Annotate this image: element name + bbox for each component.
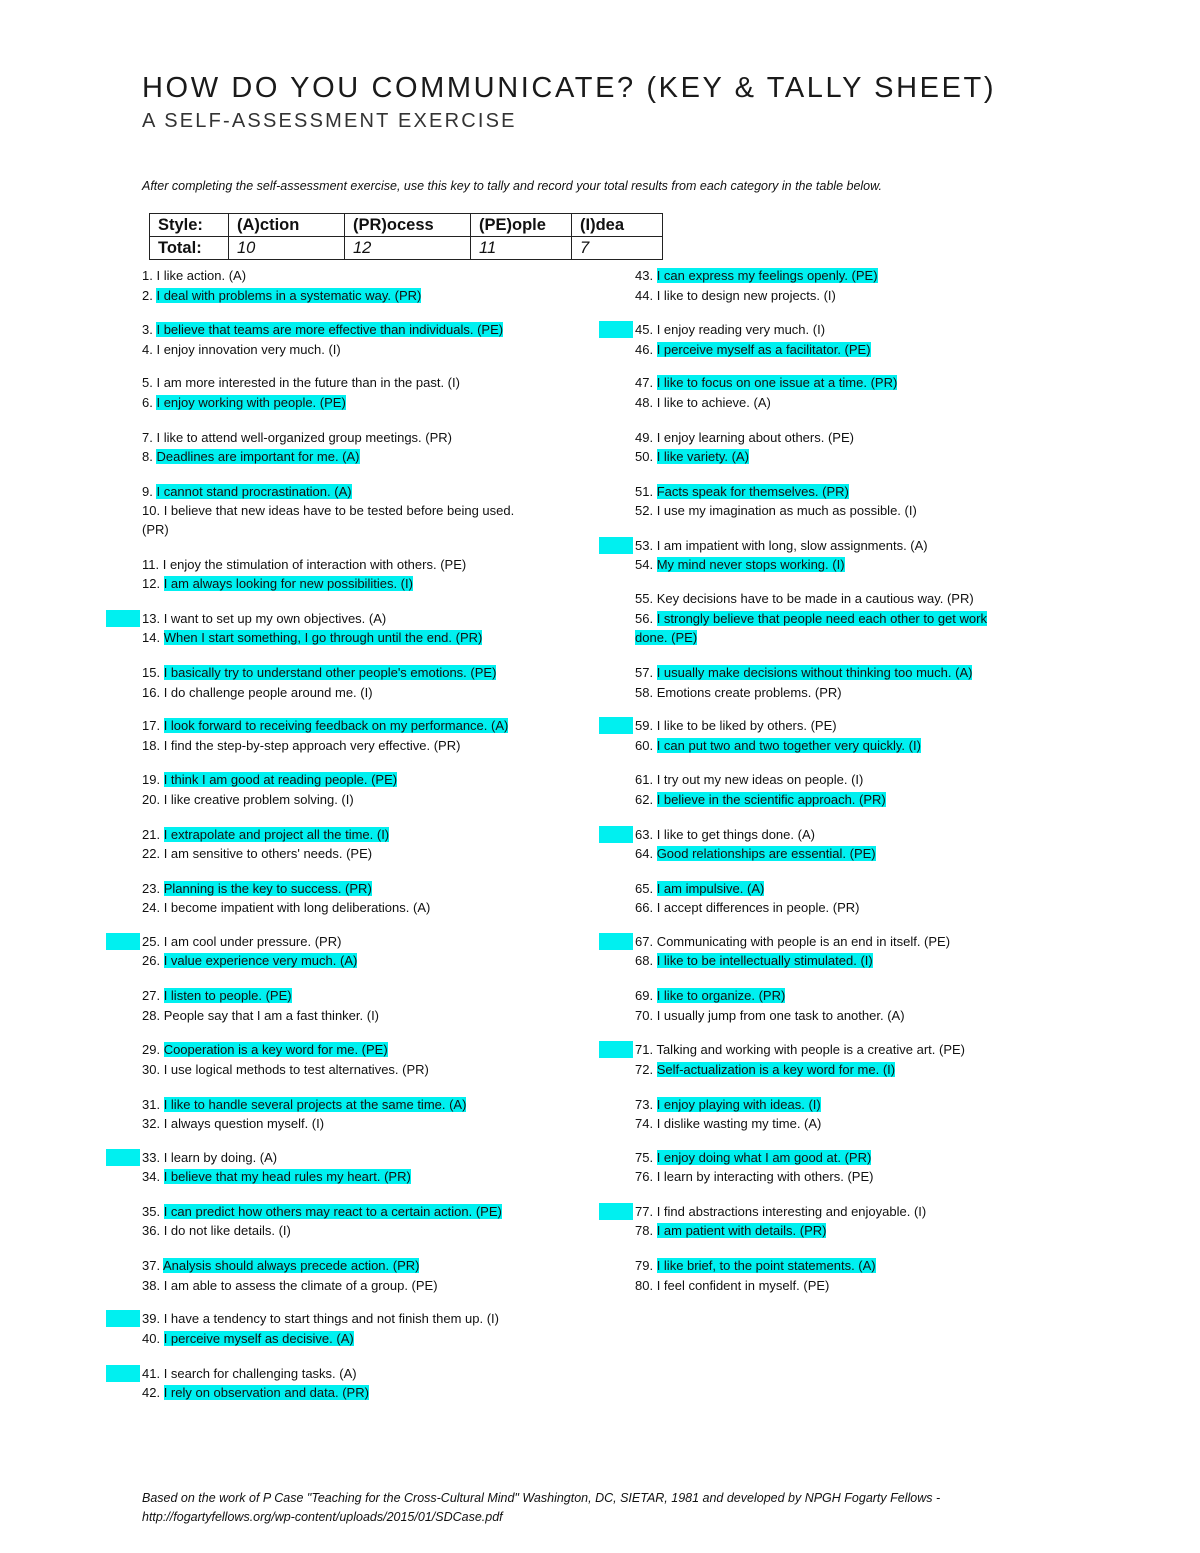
tally-table	[149, 213, 663, 260]
highlighted-text: I can put two and two together very quickly. (I)	[656, 738, 921, 753]
item-number: 56.	[635, 611, 657, 626]
list-item	[142, 1096, 466, 1113]
list-item	[142, 771, 397, 788]
item-number: 25.	[142, 934, 164, 949]
item-text: I want to set up my own objectives. (A)	[163, 611, 387, 626]
item-text: I try out my new ideas on people. (I)	[656, 772, 864, 787]
list-item	[635, 287, 836, 304]
item-number: 26.	[142, 953, 164, 968]
highlighted-text: I strongly believe that people need each other to get work	[656, 611, 987, 626]
highlight-mark	[599, 321, 633, 338]
list-item	[635, 341, 871, 358]
list-item	[635, 556, 845, 573]
highlighted-text: I believe that my head rules my heart. (PR)	[163, 1169, 411, 1184]
item-number: 30.	[142, 1062, 164, 1077]
item-number: 71.	[635, 1042, 657, 1057]
item-number: 19.	[142, 772, 164, 787]
list-item	[142, 374, 460, 391]
list-item	[142, 287, 421, 304]
highlight-mark	[106, 1149, 140, 1166]
list-item	[635, 448, 749, 465]
item-number: 22.	[142, 846, 164, 861]
item-text: I use logical methods to test alternatives. (PR)	[163, 1062, 429, 1077]
list-item	[635, 880, 764, 897]
item-text: I use my imagination as much as possible. (I)	[656, 503, 917, 518]
item-number: 58.	[635, 685, 657, 700]
highlight-mark	[599, 1041, 633, 1058]
item-number: 21.	[142, 827, 164, 842]
total-idea: 7	[572, 237, 663, 260]
item-number: 49.	[635, 430, 657, 445]
item-text: I always question myself. (I)	[163, 1116, 325, 1131]
item-number: 4.	[142, 342, 157, 357]
highlighted-text: I like variety. (A)	[656, 449, 749, 464]
item-text: I learn by doing. (A)	[163, 1150, 278, 1165]
item-number: 70.	[635, 1008, 657, 1023]
list-item	[635, 429, 854, 446]
list-item	[635, 826, 815, 843]
item-number: 68.	[635, 953, 657, 968]
highlight-mark	[599, 717, 633, 734]
item-number: 33.	[142, 1150, 164, 1165]
highlighted-text: Analysis should always precede action. (PR)	[162, 1258, 420, 1273]
item-number: 40.	[142, 1331, 164, 1346]
instructions-text: After completing the self-assessment exercise, use this key to tally and record your total results from each category in the table below.	[142, 179, 882, 193]
item-text: I am sensitive to others' needs. (PE)	[163, 846, 373, 861]
highlight-mark	[599, 537, 633, 554]
item-number: 75.	[635, 1150, 657, 1165]
item-number: 54.	[635, 557, 657, 572]
highlighted-text: I like brief, to the point statements. (A)	[656, 1258, 876, 1273]
list-item	[142, 394, 346, 411]
item-number: 67.	[635, 934, 657, 949]
item-number: 47.	[635, 375, 657, 390]
item-text: I enjoy the stimulation of interaction with others. (PE)	[162, 557, 467, 572]
list-item	[142, 899, 430, 916]
item-text: I do not like details. (I)	[163, 1223, 291, 1238]
item-text: Key decisions have to be made in a cautious way. (PR)	[656, 591, 974, 606]
item-number: 1.	[142, 268, 157, 283]
item-number: 31.	[142, 1097, 164, 1112]
list-item	[142, 1365, 357, 1382]
total-people: 11	[471, 237, 572, 260]
item-text: I do challenge people around me. (I)	[163, 685, 373, 700]
list-item	[142, 1203, 502, 1220]
item-number: 38.	[142, 1278, 164, 1293]
item-text: I feel confident in myself. (PE)	[656, 1278, 830, 1293]
item-number: 32.	[142, 1116, 164, 1131]
list-item	[635, 321, 825, 338]
list-item	[635, 537, 928, 554]
item-number: 48.	[635, 395, 657, 410]
item-number: 53.	[635, 538, 657, 553]
item-text: Talking and working with people is a creative art. (PE)	[656, 1042, 965, 1057]
list-item	[635, 791, 886, 808]
item-number: 62.	[635, 792, 657, 807]
list-item	[142, 717, 508, 734]
item-number: 59.	[635, 718, 657, 733]
highlighted-text: I value experience very much. (A)	[163, 953, 358, 968]
item-text: I search for challenging tasks. (A)	[163, 1366, 357, 1381]
list-item	[635, 1115, 821, 1132]
highlighted-text: Planning is the key to success. (PR)	[163, 881, 372, 896]
item-number: 20.	[142, 792, 164, 807]
item-text: I like to attend well-organized group meetings. (PR)	[156, 430, 453, 445]
item-number: 44.	[635, 288, 657, 303]
item-number: 6.	[142, 395, 157, 410]
item-number: 10.	[142, 503, 164, 518]
list-item	[142, 1277, 438, 1294]
highlight-mark	[599, 933, 633, 950]
list-item	[142, 429, 452, 446]
item-number: 14.	[142, 630, 164, 645]
highlighted-text: I usually make decisions without thinking too much. (A)	[656, 665, 973, 680]
list-item	[142, 1168, 411, 1185]
item-number: 41.	[142, 1366, 164, 1381]
highlighted-text: I am always looking for new possibilities. (I)	[163, 576, 413, 591]
list-item	[142, 952, 357, 969]
item-number: 39.	[142, 1311, 164, 1326]
item-text: I dislike wasting my time. (A)	[656, 1116, 822, 1131]
header-people: (PE)ople	[471, 214, 572, 237]
item-number: 15.	[142, 665, 164, 680]
highlighted-text: I believe in the scientific approach. (PR)	[656, 792, 886, 807]
item-text: Communicating with people is an end in itself. (PE)	[656, 934, 951, 949]
list-item	[142, 1149, 277, 1166]
highlighted-text: I can express my feelings openly. (PE)	[656, 268, 878, 283]
list-item	[142, 521, 169, 538]
highlighted-text: I perceive myself as a facilitator. (PE)	[656, 342, 871, 357]
item-number: 17.	[142, 718, 164, 733]
item-text: I am more interested in the future than in the past. (I)	[156, 375, 460, 390]
item-number: 77.	[635, 1204, 657, 1219]
highlight-mark	[106, 1365, 140, 1382]
list-item	[142, 826, 389, 843]
item-number: 55.	[635, 591, 657, 606]
item-text: I enjoy learning about others. (PE)	[656, 430, 854, 445]
item-number: 69.	[635, 988, 657, 1003]
item-text: I am cool under pressure. (PR)	[163, 934, 342, 949]
tally-header-row	[150, 214, 663, 237]
highlight-mark	[106, 610, 140, 627]
highlight-mark	[106, 933, 140, 950]
page-title: HOW DO YOU COMMUNICATE? (KEY & TALLY SHEET)	[142, 72, 997, 104]
list-item	[635, 374, 897, 391]
list-item	[142, 483, 352, 500]
item-number: 8.	[142, 449, 157, 464]
list-item	[635, 664, 972, 681]
highlighted-text: I enjoy playing with ideas. (I)	[656, 1097, 821, 1112]
item-number: 72.	[635, 1062, 657, 1077]
list-item	[635, 933, 950, 950]
style-label: Style:	[150, 214, 229, 237]
list-item	[635, 1007, 905, 1024]
item-number: 28.	[142, 1008, 164, 1023]
footer-line-1: Based on the work of P Case "Teaching for the Cross-Cultural Mind" Washington, DC, SIETAR, 1981 and developed by NPGH Fogarty Fellows -	[142, 1491, 941, 1505]
list-item	[635, 502, 917, 519]
list-item	[142, 664, 496, 681]
list-item	[142, 880, 372, 897]
list-item	[635, 394, 771, 411]
list-item	[142, 629, 482, 646]
list-item	[142, 1310, 499, 1327]
item-number: 51.	[635, 484, 657, 499]
list-item	[142, 1330, 354, 1347]
highlighted-text: Good relationships are essential. (PE)	[656, 846, 876, 861]
item-text: I usually jump from one task to another. (A)	[656, 1008, 905, 1023]
highlighted-text: I enjoy working with people. (PE)	[156, 395, 346, 410]
item-number: 57.	[635, 665, 657, 680]
list-item	[635, 1257, 876, 1274]
total-action: 10	[229, 237, 345, 260]
list-item	[142, 1222, 291, 1239]
footer-citation	[142, 1489, 940, 1527]
highlighted-text: I believe that teams are more effective than individuals. (PE)	[156, 322, 504, 337]
item-number: 79.	[635, 1258, 657, 1273]
list-item	[142, 610, 386, 627]
list-item	[635, 590, 974, 607]
list-item	[142, 1007, 379, 1024]
list-item	[635, 1096, 821, 1113]
list-item	[142, 791, 354, 808]
highlighted-text: I extrapolate and project all the time. (I)	[163, 827, 390, 842]
item-number: 45.	[635, 322, 657, 337]
list-item	[142, 1115, 324, 1132]
total-process: 12	[345, 237, 471, 260]
item-number: 63.	[635, 827, 657, 842]
item-number: 42.	[142, 1385, 164, 1400]
highlighted-text: I like to handle several projects at the same time. (A)	[163, 1097, 467, 1112]
header-action: (A)ction	[229, 214, 345, 237]
list-item	[635, 737, 921, 754]
item-number: 74.	[635, 1116, 657, 1131]
list-item	[142, 1257, 419, 1274]
highlighted-text: I deal with problems in a systematic way. (PR)	[156, 288, 422, 303]
highlighted-text: I like to focus on one issue at a time. (PR)	[656, 375, 898, 390]
list-item	[635, 1203, 926, 1220]
item-number: 60.	[635, 738, 657, 753]
highlighted-text: I listen to people. (PE)	[163, 988, 292, 1003]
highlight-mark	[599, 1203, 633, 1220]
list-item	[635, 1277, 829, 1294]
list-item	[635, 717, 837, 734]
list-item	[635, 845, 876, 862]
item-text: I become impatient with long deliberations. (A)	[163, 900, 431, 915]
list-item	[142, 933, 341, 950]
list-item	[142, 341, 341, 358]
item-number: 35.	[142, 1204, 164, 1219]
item-number: 23.	[142, 881, 164, 896]
item-number: 9.	[142, 484, 157, 499]
item-number: 64.	[635, 846, 657, 861]
list-item	[635, 1041, 965, 1058]
list-item	[142, 502, 514, 519]
item-number: 16.	[142, 685, 164, 700]
list-item	[635, 629, 697, 646]
item-text: I like to get things done. (A)	[656, 827, 815, 842]
list-item	[635, 684, 842, 701]
list-item	[142, 556, 466, 573]
item-text: I have a tendency to start things and not finish them up. (I)	[163, 1311, 499, 1326]
highlighted-text: I can predict how others may react to a certain action. (PE)	[163, 1204, 502, 1219]
list-item	[142, 737, 460, 754]
list-item	[635, 1149, 871, 1166]
item-number: 11.	[142, 557, 163, 572]
total-label: Total:	[150, 237, 229, 260]
item-number: 80.	[635, 1278, 657, 1293]
item-text: I like to be liked by others. (PE)	[656, 718, 837, 733]
list-item	[142, 267, 246, 284]
item-text: I enjoy reading very much. (I)	[656, 322, 826, 337]
item-number: 12.	[142, 576, 164, 591]
highlighted-text: I am impulsive. (A)	[656, 881, 765, 896]
item-text: I find the step-by-step approach very effective. (PR)	[163, 738, 461, 753]
item-number: 43.	[635, 268, 657, 283]
highlighted-text: I rely on observation and data. (PR)	[163, 1385, 369, 1400]
list-item	[635, 1061, 895, 1078]
item-number: 78.	[635, 1223, 657, 1238]
footer-url: http://fogartyfellows.org/wp-content/uploads/2015/01/SDCase.pdf	[142, 1510, 503, 1524]
item-number: 5.	[142, 375, 157, 390]
item-number: 46.	[635, 342, 657, 357]
highlighted-text: Facts speak for themselves. (PR)	[656, 484, 849, 499]
item-number: 36.	[142, 1223, 164, 1238]
highlighted-text: I think I am good at reading people. (PE)	[163, 772, 398, 787]
highlighted-text: I basically try to understand other people's emotions. (PE)	[163, 665, 497, 680]
item-text: Emotions create problems. (PR)	[656, 685, 842, 700]
item-number: 27.	[142, 988, 164, 1003]
page-subtitle: A SELF-ASSESSMENT EXERCISE	[142, 110, 517, 132]
list-item	[635, 771, 863, 788]
list-item	[635, 267, 878, 284]
item-number: 3.	[142, 322, 157, 337]
list-item	[142, 575, 413, 592]
item-text: I find abstractions interesting and enjoyable. (I)	[656, 1204, 927, 1219]
list-item	[635, 1222, 826, 1239]
list-item	[142, 684, 373, 701]
header-process: (PR)ocess	[345, 214, 471, 237]
item-number: 65.	[635, 881, 657, 896]
list-item	[142, 987, 292, 1004]
item-number: 7.	[142, 430, 157, 445]
list-item	[142, 1041, 388, 1058]
highlighted-text: I cannot stand procrastination. (A)	[156, 484, 352, 499]
item-text: I accept differences in people. (PR)	[656, 900, 860, 915]
tally-total-row	[150, 237, 663, 260]
item-number: 37.	[142, 1258, 163, 1273]
highlighted-text: I like to be intellectually stimulated. (I)	[656, 953, 873, 968]
item-text: I like to achieve. (A)	[656, 395, 771, 410]
item-text: People say that I am a fast thinker. (I)	[163, 1008, 380, 1023]
item-number: 52.	[635, 503, 657, 518]
item-text: I learn by interacting with others. (PE)	[656, 1169, 874, 1184]
list-item	[635, 952, 873, 969]
highlighted-text: I am patient with details. (PR)	[656, 1223, 827, 1238]
list-item	[142, 1061, 429, 1078]
item-text: I enjoy innovation very much. (I)	[156, 342, 341, 357]
header-idea: (I)dea	[572, 214, 663, 237]
list-item	[635, 610, 987, 627]
highlighted-text: Deadlines are important for me. (A)	[156, 449, 360, 464]
highlighted-text: My mind never stops working. (I)	[656, 557, 845, 572]
list-item	[635, 483, 849, 500]
item-number: 73.	[635, 1097, 657, 1112]
list-item	[142, 448, 360, 465]
item-number: 76.	[635, 1169, 657, 1184]
item-text: I like action. (A)	[156, 268, 247, 283]
item-number: 2.	[142, 288, 157, 303]
highlighted-text: Cooperation is a key word for me. (PE)	[163, 1042, 388, 1057]
item-number: 24.	[142, 900, 164, 915]
list-item	[142, 321, 503, 338]
highlighted-text: I like to organize. (PR)	[656, 988, 786, 1003]
item-number: 66.	[635, 900, 657, 915]
item-text: I believe that new ideas have to be tested before being used.	[163, 503, 515, 518]
highlighted-text: When I start something, I go through until the end. (PR)	[163, 630, 483, 645]
highlighted-text: I enjoy doing what I am good at. (PR)	[656, 1150, 872, 1165]
item-number: 29.	[142, 1042, 164, 1057]
item-text: I am impatient with long, slow assignments. (A)	[656, 538, 928, 553]
list-item	[635, 987, 785, 1004]
list-item	[635, 899, 860, 916]
highlighted-text: done. (PE)	[635, 630, 698, 645]
item-number: 34.	[142, 1169, 164, 1184]
list-item	[142, 845, 372, 862]
item-number: 13.	[142, 611, 164, 626]
list-item	[635, 1168, 873, 1185]
item-text: I like to design new projects. (I)	[656, 288, 836, 303]
highlighted-text: I perceive myself as decisive. (A)	[163, 1331, 354, 1346]
highlighted-text: Self-actualization is a key word for me. (I)	[656, 1062, 896, 1077]
highlight-mark	[106, 1310, 140, 1327]
item-number: 50.	[635, 449, 657, 464]
item-number: 18.	[142, 738, 164, 753]
item-number: 61.	[635, 772, 657, 787]
item-text: (PR)	[142, 522, 169, 537]
highlight-mark	[599, 826, 633, 843]
item-text: I am able to assess the climate of a group. (PE)	[163, 1278, 438, 1293]
list-item	[142, 1384, 369, 1401]
item-text: I like creative problem solving. (I)	[163, 792, 354, 807]
highlighted-text: I look forward to receiving feedback on my performance. (A)	[163, 718, 509, 733]
